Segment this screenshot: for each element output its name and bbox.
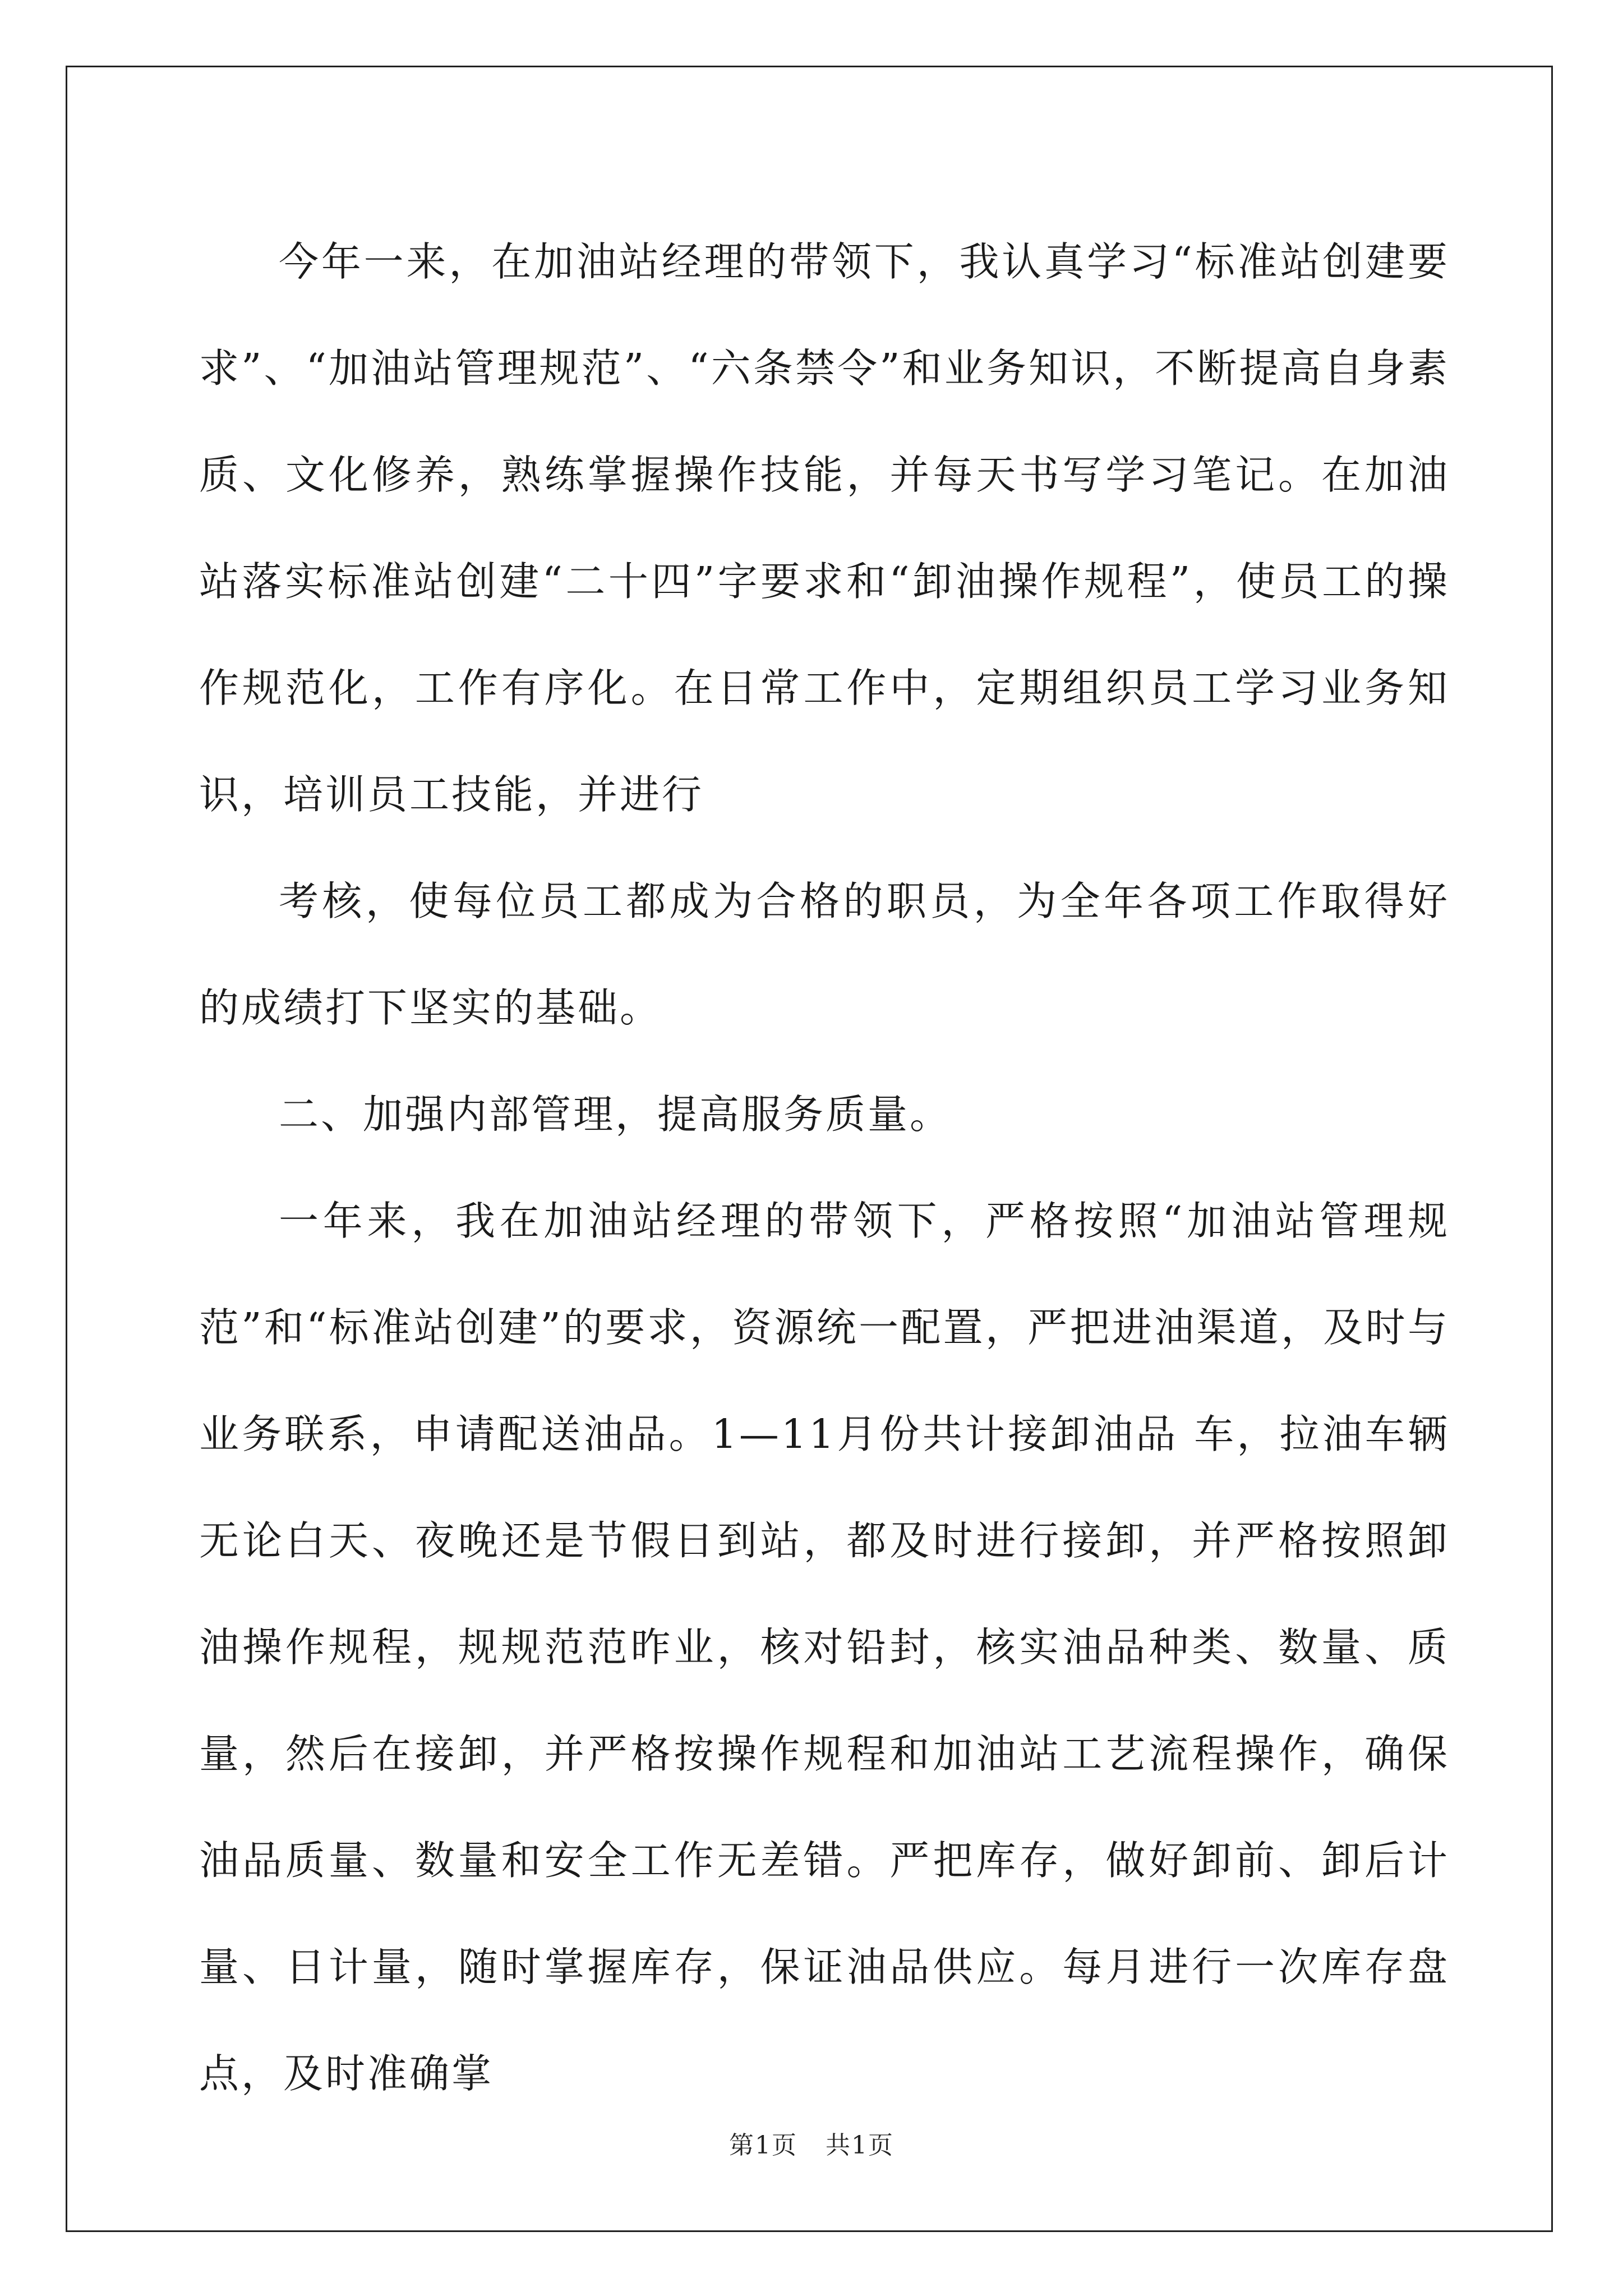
- document-body: [199, 209, 1450, 2127]
- paragraph-1: 今年一来，在加油站经理的带领下，我认真学习“标准站创建要求”、“加油站管理规范”、“六条禁令”和业务知识，不断提高自身素质、文化修养，熟练掌握操作技能，并每天书写学习笔记。在加油站落实标准站创建“二十四”字要求和“卸油操作规程”，使员工的操作规范化，工作有序化。在日常工作中，定期组织员工学习业务知识，培训员工技能，并进行: [199, 238, 1450, 818]
- paragraph-2: 考核，使每位员工都成为合格的职员，为全年各项工作取得好的成绩打下坚实的基础。: [199, 878, 1450, 1031]
- page-number-total: 共1页: [826, 2131, 894, 2160]
- page-number-current: 第1页: [729, 2131, 797, 2160]
- page-footer: [0, 2125, 1623, 2161]
- paragraph-4: 一年来，我在加油站经理的带领下，严格按照“加油站管理规范”和“标准站创建”的要求，资源统一配置，严把进油渠道，及时与业务联系，申请配送油品。1—11月份共计接卸油品 车，拉油车辆无论白天、夜晚还是节假日到站，都及时进行接卸，并严格按照卸油操作规程，规规范范昨业，核对铅封，核实油品种类、数量、质量，然后在接卸，并严格按操作规程和加油站工艺流程操作，确保油品质量、数量和安全工作无差错。严把库存，做好卸前、卸后计量、日计量，随时掌握库存，保证油品供应。每月进行一次库存盘点，及时准确掌: [199, 1198, 1450, 2097]
- paragraph-3-heading: 二、加强内部管理，提高服务质量。: [279, 1091, 952, 1138]
